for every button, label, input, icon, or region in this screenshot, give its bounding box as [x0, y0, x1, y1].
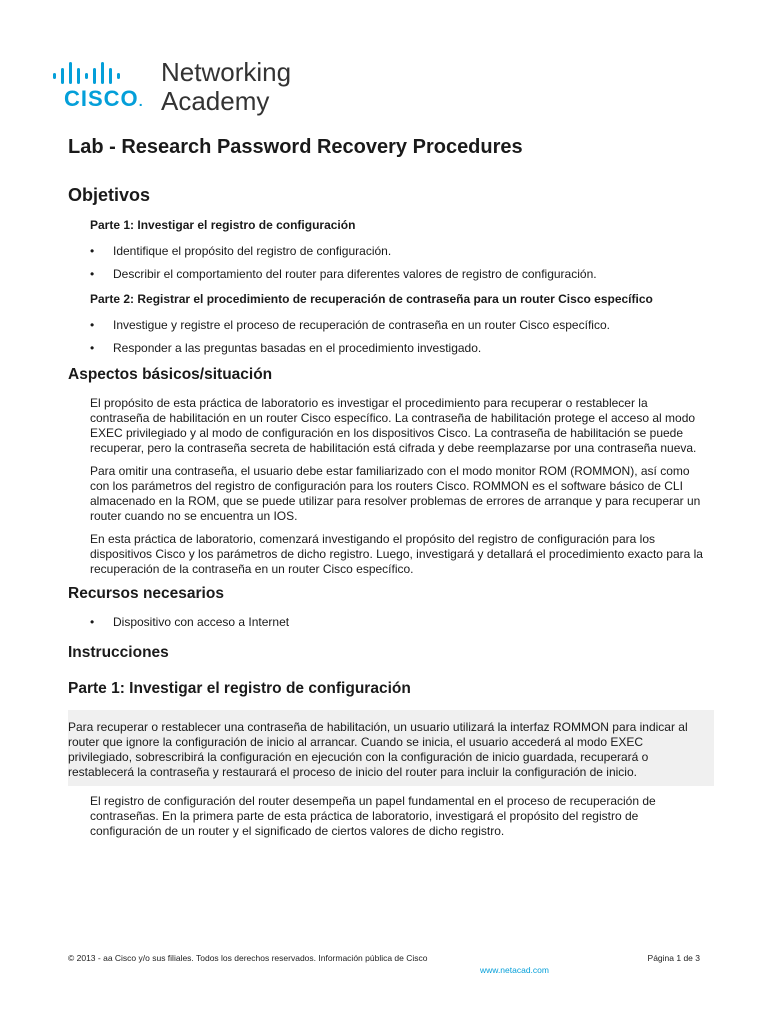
background-paragraph: Para omitir una contraseña, el usuario debe estar familiarizado con el modo monitor ROM (ROMMON), así como con los parámetros del registro de configuración para los routers Cisco. ROMMON es el software básico de CLI almacenado en la ROM, que se puede utilizar para resolver problemas de errores de arranque y para recuperar un router cuando no se encuentra un IOS. — [90, 464, 701, 523]
instructions-heading: Instrucciones — [68, 644, 169, 661]
list-item: • Investigue y registre el proceso de recuperación de contraseña en un router Cisco específico. — [90, 318, 610, 332]
instructions-part1-heading: Parte 1: Investigar el registro de configuración — [68, 680, 411, 697]
cisco-bars-icon — [52, 60, 142, 84]
background-heading: Aspectos básicos/situación — [68, 366, 273, 383]
objectives-heading: Objetivos — [68, 185, 151, 205]
list-item: • Identifique el propósito del registro de configuración. — [90, 244, 392, 258]
document-title: Lab - Research Password Recovery Procedures — [68, 136, 523, 158]
instructions-paragraph: El registro de configuración del router desempeña un papel fundamental en el proceso de recuperación de contraseñas. En la primera parte de esta práctica de laboratorio, investigará el propósito del registro de configuración de un router y el significado de ciertos valores de dicho registro. — [90, 794, 656, 838]
background-paragraph: El propósito de esta práctica de laboratorio es investigar el procedimiento para recuperar o restablecer la contraseña de habilitación en un router Cisco específico. La contraseña de habilitación protege el acceso al modo EXEC privilegiado y al modo de configuración en los dispositivos Cisco. La contraseña de habilitación se puede recuperar, pero la contraseña secreta de habilitación está cifrada y debe reemplazarse por una contraseña nueva. — [90, 396, 697, 455]
cisco-networking-academy-logo — [52, 56, 312, 116]
bullet-icon: • — [90, 267, 95, 281]
objectives-part1-title: Parte 1: Investigar el registro de configuración — [90, 218, 356, 232]
background-paragraph: En esta práctica de laboratorio, comenzará investigando el propósito del registro de configuración para los dispositivos Cisco y los parámetros de dicho registro. Luego, investigará y detallará el procedimiento exacto para la recuperación de la contraseña en un router Cisco específico. — [90, 532, 703, 576]
bullet-icon: • — [90, 341, 95, 355]
bullet-icon: • — [90, 318, 95, 332]
list-item: • Describir el comportamiento del router para diferentes valores de registro de configuración. — [90, 267, 597, 281]
footer-copyright: © 2013 - aa Cisco y/o sus filiales. Todos los derechos reservados. Información pública de Cisco — [68, 953, 428, 963]
bullet-icon: • — [90, 615, 95, 629]
footer-netacad-link[interactable]: www.netacad.com — [480, 965, 549, 975]
cisco-wordmark: CISCO. — [64, 86, 144, 111]
objectives-part2-list — [68, 318, 708, 356]
list-item: • Responder a las preguntas basadas en el procedimiento investigado. — [90, 341, 482, 355]
objectives-part2-title: Parte 2: Registrar el procedimiento de recuperación de contraseña para un router Cisco específico — [90, 292, 653, 306]
instructions-note-text: Para recuperar o restablecer una contraseña de habilitación, un usuario utilizará la interfaz ROMMON para indicar al router que ignore la configuración de inicio al arrancar. Cuando se inicia, el usuario accederá al modo EXEC privilegiado, sobrescribirá la configuración en ejecución con la configuración de inicio guardada, recuperará o restablecerá la contraseña y restaurará el proceso de inicio del router para incluir la configuración de inicio. — [68, 720, 688, 779]
footer-page-number: Página 1 de 3 — [647, 953, 700, 963]
resources-list — [68, 615, 708, 630]
bullet-icon: • — [90, 244, 95, 258]
logo-academy-text: Academy — [161, 86, 270, 116]
resources-heading: Recursos necesarios — [68, 585, 224, 602]
logo-networking-text: Networking — [161, 57, 292, 87]
instructions-note-box — [68, 710, 714, 786]
list-item: • Dispositivo con acceso a Internet — [90, 615, 290, 629]
objectives-part1-list — [68, 244, 708, 282]
document-body — [68, 136, 708, 847]
